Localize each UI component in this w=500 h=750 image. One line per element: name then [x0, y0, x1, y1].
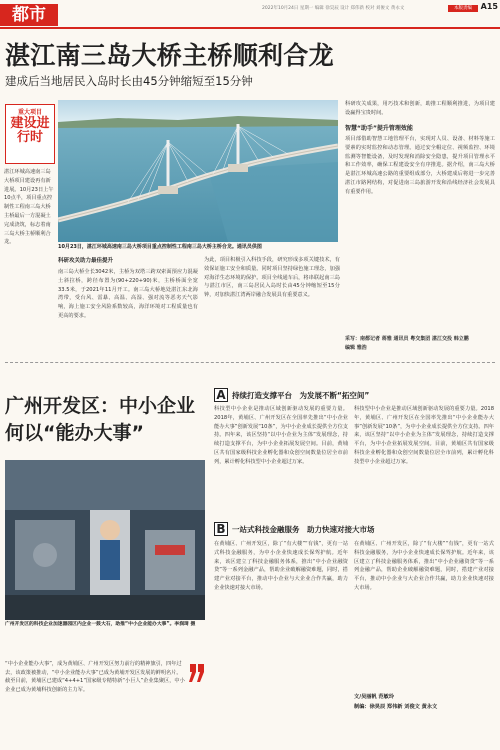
- section-a-body-2: 科技型中小企业是推动区域创新驱动发展的重要力量。2018年，黄埔区、广州开发区在全国率先推出“中小企业能办大事”创新发展“10条”，为中小企业成长提供全方位支持。四年来，该区坚持“以中小企业为主体”发展理念，持续打造支撑平台，为中小企业拓展发展空间。目前，黄埔区共有国家级科技企业孵化器和众创空间数量位居全市前列，累计孵化科技型中小企业超过万家。: [354, 406, 494, 465]
- pull-quote: “中小企业能办大事”，成为黄埔区、广州开发区努力前行的精神旗引，四年过去，该政策被推动，“中小企业能办大事”已成为黄埔开发区发展的鲜明名片。截至目前，黄埔区已建成“4+4+1”国家级专精特新“小巨人”企业集聚区，中小企业已成为黄埔科技创新的主力军。: [5, 661, 185, 693]
- bottom-byline: 文/吴丽帆 范敏玲: [354, 694, 395, 700]
- right-column-intro: 科研攻关成果，用巧技术和创新，助推工程顺利推进，为项目建设赢得宝贵时间。: [345, 101, 495, 116]
- bottom-photo-caption: 广州开发区的科技企业加速器园区内企业一鼓大石，助推“中小企业能办大事”。李润琦 摄: [5, 622, 196, 627]
- bottom-editor: 制编：徐昊辰 郑伟新 刘俊文 黄永文: [354, 704, 438, 710]
- body-column-2: 为此，项目积极引入科技手段，研究形成多项关键技术，有效保证施工安全和质量。同时项目坚持绿色施工理念，加强对海洋生态环境的保护。项目全线通车后，将串联起南三岛与湛江市区，南三岛居民入岛时长由45分钟缩短至15分钟，对加快湛江湾两岸融合发展具有重要意义。: [204, 257, 340, 299]
- bridge-illustration: [58, 100, 338, 242]
- right-subsection-title: 智慧“助手”提升管理效能: [345, 125, 413, 132]
- bridge-photo: [58, 100, 338, 242]
- top-subhead: 建成后当地居民入岛时长由45分钟缩短至15分钟: [5, 74, 253, 88]
- section-divider: [5, 362, 495, 363]
- top-editor: 编辑 雅浩: [345, 345, 367, 351]
- body-column-1: 南三岛大桥全长3042米，主桥为双塔三跨双索面预应力混凝土斜拉桥，跨径布置为(90+220+90)米，主桥桥面全宽33.5米，于2021年11月开工。南三岛大桥地处湛江东北海湾带，受台风、雷暴、高温、高湿、强对流等恶劣天气影响，海上施工安全风险系数较高，海洋环境对工程质量也有更高的要求。: [58, 269, 198, 319]
- quote-mark-icon: [188, 660, 206, 690]
- top-headline: 湛江南三岛大桥主桥顺利合龙: [5, 41, 334, 70]
- top-byline: 采写：南都记者 蒋雅 通讯员 粤交集团 湛江交投 韩立鹏: [345, 336, 469, 342]
- editor-tag: 本版责编: [448, 5, 478, 12]
- section-b-body-2: 在黄埔区、广州开发区，除了“有大楼”“有钱”，更有一站式科技金融服务，为中小企业快速成长保驾护航。近年来，该区建立了科技金融服务体系，推出“中小企业融资贷”等一系列金融产品，帮助企业破解融资难题，同时，搭建产业对接平台，推动中小企业与大企业合作共赢，助力企业快速对接大市场。: [354, 541, 494, 591]
- section-b-title: 一站式科技金融服务 助力快速对接大市场: [232, 525, 375, 534]
- section-b-body-1: 在黄埔区、广州开发区，除了“有大楼”“有钱”，更有一站式科技金融服务，为中小企业快速成长保驾护航。近年来，该区建立了科技金融服务体系，推出“中小企业融资贷”等一系列金融产品，帮助企业破解融资难题，同时，搭建产业对接平台，推动中小企业与大企业合作共赢，助力企业快速对接大市场。: [214, 541, 348, 591]
- workshop-photo: [5, 460, 205, 620]
- workshop-illustration: [5, 460, 205, 620]
- sidebar-badge-big: 建设进行时: [10, 116, 50, 145]
- page-number: A15: [480, 2, 498, 11]
- bottom-headline: 广州开发区：中小企业何以“能办大事”: [5, 395, 196, 444]
- section-a-letter: A: [214, 388, 228, 402]
- top-rule: [0, 27, 500, 29]
- header-info: 2022年10月24日 星期一 编辑 徐昊辰 设计 郑伟新 校对 刘俊文 黄永文: [262, 6, 405, 11]
- sidebar-badge: [5, 104, 55, 164]
- section-b-letter: B: [214, 522, 228, 536]
- sidebar-text: 湛江环城高速南三岛大桥项目建设再有新进展。10月23日上午10点半，项目重点控制性工程南三岛大桥主桥最后一方混凝土完成浇筑，标志着南三岛大桥主桥顺利合龙。: [4, 169, 54, 246]
- section-tab: 都市: [0, 4, 58, 26]
- right-column-body: 项目部借助智慧工地管理平台，实现对人员、设备、材料等施工要素的实时监控和动态管理。通过安全帽定位、视频监控、环境监测等智能设备，及时发现和消除安全隐患，提升项目管理水平和工作效率，确保工程建设安全有序推进。据介绍，南三岛大桥是湛江环城高速公路的重要组成部分，大桥建成后将进一步完善湛江市路网结构，对促进南三岛旅游开发和沿线经济社会发展具有重要作用。: [345, 136, 495, 195]
- section-a-body-1: 科技型中小企业是推动区域创新驱动发展的重要力量。2018年，黄埔区、广州开发区在全国率先推出“中小企业能办大事”创新发展“10条”，为中小企业成长提供全方位支持。四年来，该区坚持“以中小企业为主体”发展理念，持续打造支撑平台，为中小企业拓展发展空间。目前，黄埔区共有国家级科技企业孵化器和众创空间数量位居全市前列，累计孵化科技型中小企业超过万家。: [214, 406, 348, 465]
- subsection-title: 科研攻关助力最佳提升: [58, 258, 114, 264]
- section-a-title: 持续打造支撑平台 为发展不断“拓空间”: [232, 391, 370, 400]
- photo-caption: 10月23日，湛江环城高速南三岛大桥项目重点控制性工程南三岛大桥主桥合龙。通讯员供图: [58, 244, 262, 250]
- sidebar-badge-small: 重大项目: [17, 109, 42, 116]
